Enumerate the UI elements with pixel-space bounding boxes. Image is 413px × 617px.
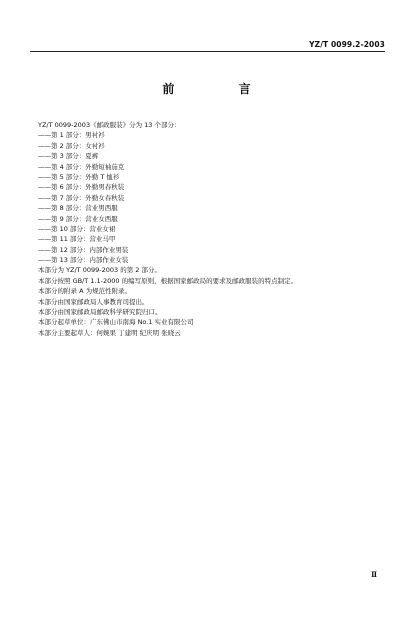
page-number: Ⅱ: [371, 570, 377, 579]
section-title: 前 言: [162, 82, 281, 96]
part-list-item: ——第 6 部分：外勤男春秋装: [38, 183, 125, 192]
part-list-item: ——第 4 部分：外勤短袖茄克: [38, 162, 125, 171]
part-list-item: ——第 1 部分：男衬衫: [38, 131, 105, 140]
paragraph-centralized-by: 本部分由国家邮政局邮政科学研究院归口。: [38, 308, 162, 317]
header-rule: [30, 51, 385, 52]
paragraph-drafting-rules: 本部分按照 GB/T 1.1-2000 的编写原则，根据国家邮政局的要求及邮政服装的特点制定。: [38, 276, 298, 285]
part-list-item: ——第 9 部分：营业女西服: [38, 214, 118, 223]
standard-number: YZ/T 0099.2-2003: [309, 40, 385, 49]
part-list-item: ——第 13 部分：内部作业女装: [38, 256, 129, 265]
part-list-item: ——第 3 部分：夏裤: [38, 152, 99, 161]
part-list-item: ——第 12 部分：内部作业男装: [38, 245, 129, 254]
part-list-item: ——第 2 部分：女衬衫: [38, 141, 105, 150]
paragraph-part-statement: 本部分为 YZ/T 0099-2003 的第 2 部分。: [38, 266, 161, 275]
paragraph-drafting-unit: 本部分起草单位：广东佛山市南海 No.1 实业有限公司: [38, 318, 194, 327]
part-list-item: ——第 10 部分：营业女裙: [38, 224, 116, 233]
part-list-item: ——第 7 部分：外勤女春秋装: [38, 193, 125, 202]
intro-paragraph: YZ/T 0099-2003《邮政服装》分为 13 个部分：: [38, 121, 181, 129]
part-list-item: ——第 5 部分：外勤 T 恤衫: [38, 172, 120, 181]
paragraph-drafters: 本部分主要起草人：何婉果 丁建明 纪庆明 张晓云: [38, 328, 181, 337]
part-list-item: ——第 8 部分：营业男西服: [38, 204, 118, 213]
part-list-item: ——第 11 部分：营业马甲: [38, 235, 116, 244]
paragraph-annex: 本部分的附录 A 为规范性附录。: [38, 287, 132, 296]
body-text: [38, 120, 388, 338]
paragraph-proposed-by: 本部分由国家邮政局人事教育司提出。: [38, 297, 149, 306]
